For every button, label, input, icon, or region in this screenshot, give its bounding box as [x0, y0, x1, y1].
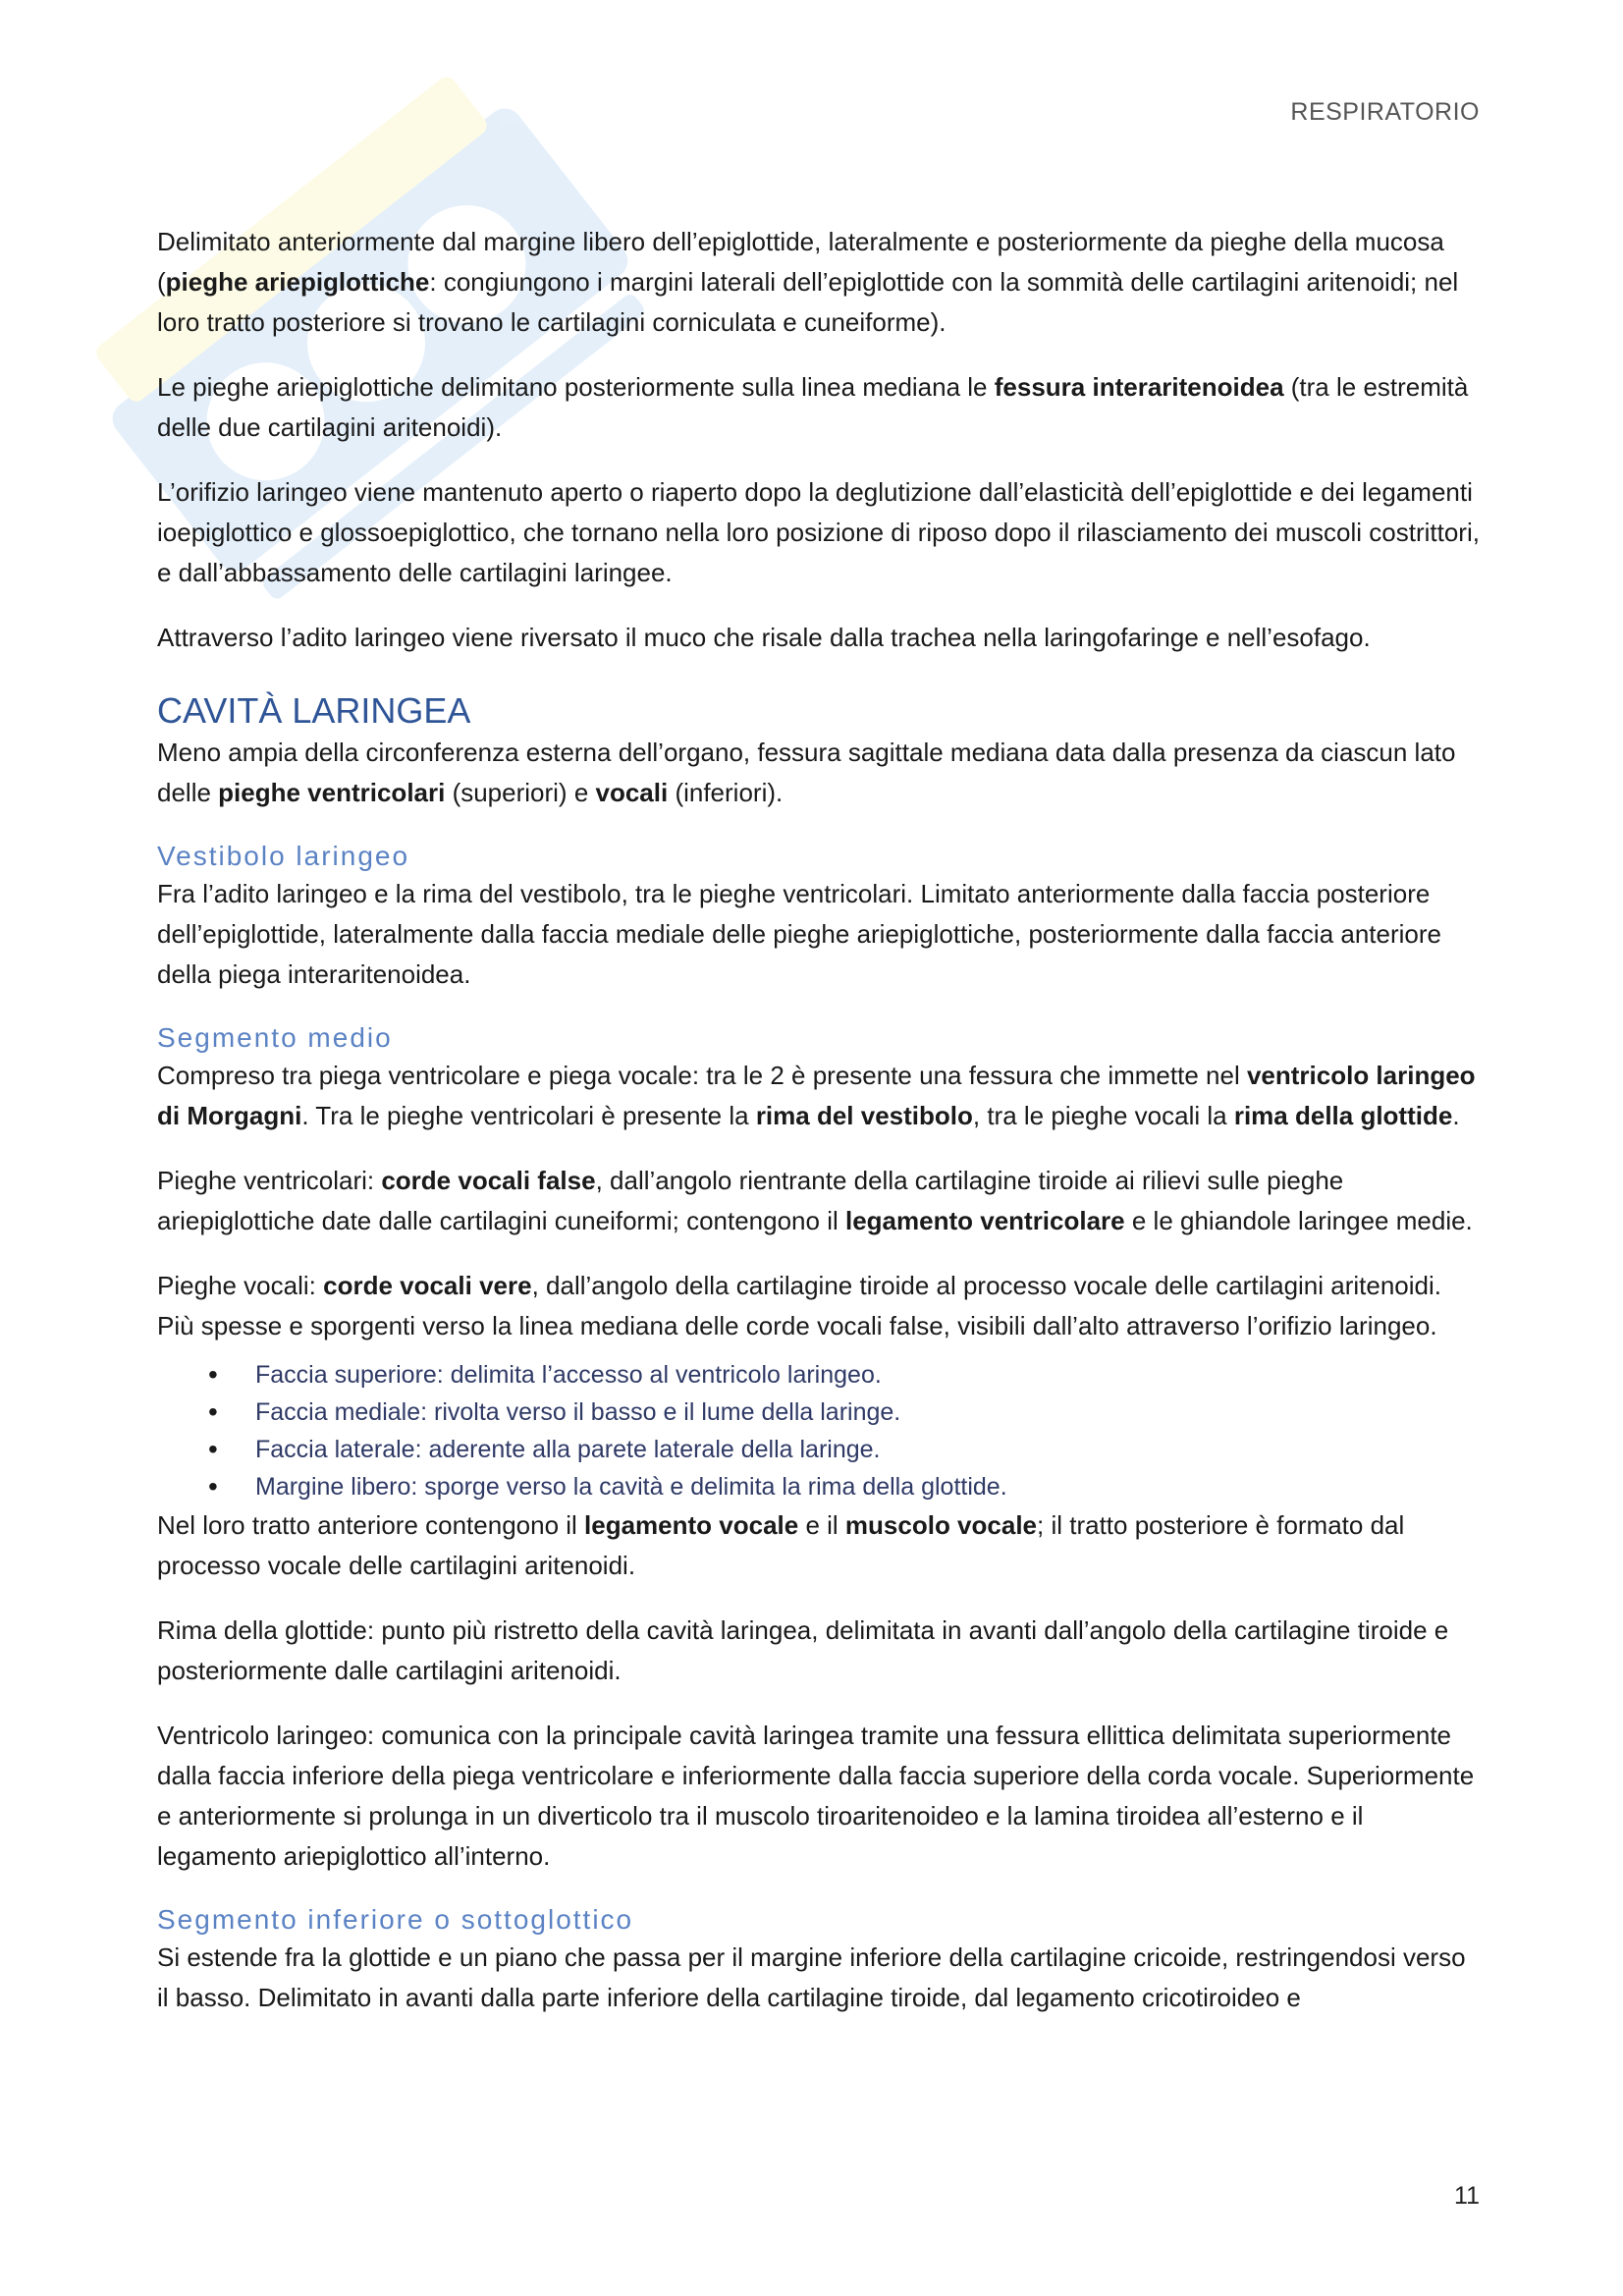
paragraph: Ventricolo laringeo: comunica con la principale cavità laringea tramite una fessura ellittica delimitata superiormente dalla faccia inferiore della piega ventricolare e inferiormente dalla faccia superiore della corda vocale. Superiormente e anteriormente si prolunga in un diverticolo tra il muscolo tiroaritenoideo e la lamina tiroidea all’esterno e il legamento ariepiglottico all’interno. [157, 1721, 1475, 1871]
paragraph: Pieghe ventricolari: corde vocali false, dall’angolo rientrante della cartilagine tiroide ai rilievi sulle pieghe ariepiglottiche date dalle cartilagini cuneiformi; contengono il legamento ventricolare e le ghiandole laringee medie. [157, 1166, 1473, 1235]
paragraph: L’orifizio laringeo viene mantenuto aperto o riaperto dopo la deglutizione dall’elasticità dell’epiglottide e dei legamenti ioepiglottico e glossoepiglottico, che tornano nella loro posizione di riposo dopo il rilasciamento dei muscoli costrittori, e dall’abbassamento delle cartilagini laringee. [157, 477, 1480, 587]
subheading-segmento-medio: Segmento medio [157, 1022, 393, 1053]
paragraph: Pieghe vocali: corde vocali vere, dall’angolo della cartilagine tiroide al processo vocale delle cartilagini aritenoidi. Più spesse e sporgenti verso la linea mediana delle corde vocali false, visibili dall’alto attraverso l’orifizio laringeo. [157, 1271, 1442, 1340]
body-content [157, 222, 1483, 2043]
bold-term: fessura interaritenoidea [994, 372, 1284, 402]
bold-term: pieghe ventricolari [218, 778, 446, 807]
list-item: • Faccia superiore: delimita l’accesso al ventricolo laringeo. [208, 1356, 1483, 1394]
bold-term: corde vocali vere [323, 1271, 532, 1300]
bold-term: corde vocali false [381, 1166, 596, 1195]
bold-term: rima della glottide [1233, 1101, 1453, 1130]
paragraph: Rima della glottide: punto più ristretto della cavità laringea, delimitata in avanti dall’angolo della cartilagine tiroide e posteriormente dalle cartilagini aritenoidi. [157, 1615, 1449, 1685]
paragraph: Delimitato anteriormente dal margine libero dell’epiglottide, lateralmente e posteriormente da pieghe della mucosa (pieghe ariepiglottiche: congiungono i margini laterali dell’epiglottide con la sommità delle cartilagini aritenoidi; nel loro tratto posteriore si trovano le cartilagini corniculata e cuneiforme). [157, 227, 1459, 337]
list-item: • Faccia laterale: aderente alla parete laterale della laringe. [208, 1431, 1483, 1468]
list-item: • Margine libero: sporge verso la cavità e delimita la rima della glottide. [208, 1468, 1483, 1505]
subheading-vestibolo: Vestibolo laringeo [157, 841, 410, 871]
paragraph: Attraverso l’adito laringeo viene riversato il muco che risale dalla trachea nella laringofaringe e nell’esofago. [157, 623, 1371, 652]
bold-term: pieghe ariepiglottiche [165, 267, 430, 297]
paragraph: Nel loro tratto anteriore contengono il legamento vocale e il muscolo vocale; il tratto posteriore è formato dal processo vocale delle cartilagini aritenoidi. [157, 1510, 1405, 1580]
bold-term: muscolo vocale [844, 1510, 1037, 1540]
bold-term: ventricolo laringeo di Morgagni [157, 1061, 1476, 1130]
vestibolo-text: Fra l’adito laringeo e la rima del vestibolo, tra le pieghe ventricolari. Limitato anteriormente dalla faccia posteriore dell’epiglottide, lateralmente dalla faccia mediale delle pieghe ariepiglottiche, posteriormente dalla faccia anteriore della piega interaritenoidea. [157, 879, 1441, 989]
bold-term: vocali [595, 778, 669, 807]
paragraph: Compreso tra piega ventricolare e piega vocale: tra le 2 è presente una fessura che immette nel ventricolo laringeo di Morgagni. Tra le pieghe ventricolari è presente la rima del vestibolo, tra le pieghe vocali la rima della glottide. [157, 1061, 1476, 1130]
paragraph: Le pieghe ariepiglottiche delimitano posteriormente sulla linea mediana le fessura interaritenoidea (tra le estremità delle due cartilagini aritenoidi). [157, 372, 1469, 442]
bold-term: rima del vestibolo [755, 1101, 973, 1130]
bold-term: legamento ventricolare [844, 1206, 1125, 1235]
section-intro: Meno ampia della circonferenza esterna dell’organo, fessura sagittale mediana data dalla presenza da ciascun lato delle pieghe ventricolari (superiori) e vocali (inferiori). [157, 738, 1456, 807]
subheading-segmento-inferiore: Segmento inferiore o sottoglottico [157, 1904, 634, 1935]
list-item: • Faccia mediale: rivolta verso il basso e il lume della laringe. [208, 1394, 1483, 1431]
bold-term: legamento vocale [584, 1510, 799, 1540]
page-number: 11 [1454, 2182, 1480, 2210]
paragraph: Si estende fra la glottide e un piano che passa per il margine inferiore della cartilagine cricoide, restringendosi verso il basso. Delimitato in avanti dalla parte inferiore della cartilagine tiroide, dal legamento cricotiroideo e [157, 1942, 1466, 2012]
bullet-list [157, 1356, 1483, 1505]
running-header: RESPIRATORIO [1290, 98, 1480, 126]
section-heading: CAVITÀ LARINGEA [157, 690, 471, 731]
